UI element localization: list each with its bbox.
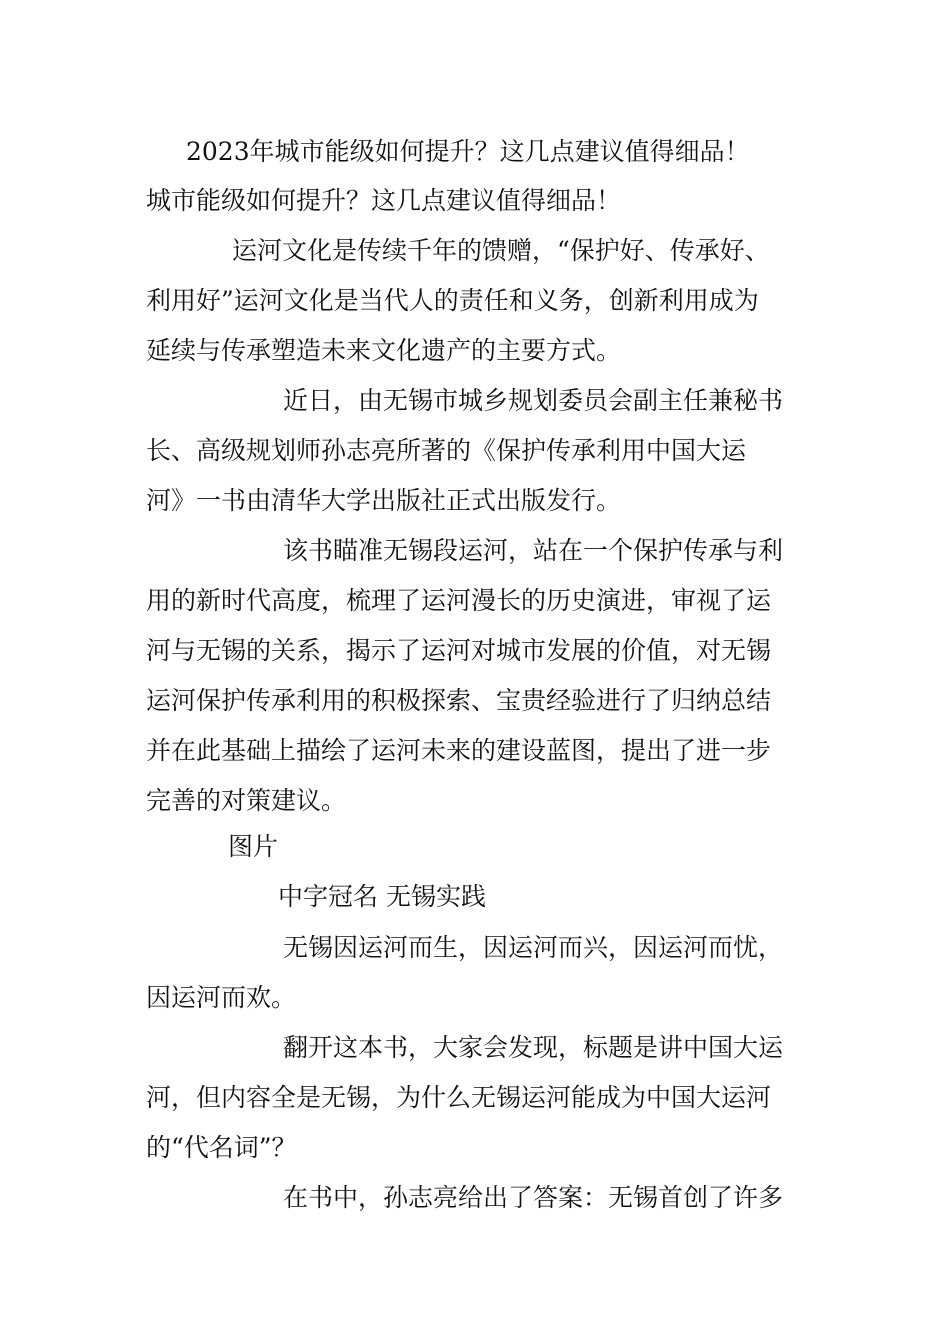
- paragraph-line: 用的新时代高度，梳理了运河漫长的历史演进，审视了运: [146, 586, 772, 615]
- paragraph-line: 河，但内容全是无锡，为什么无锡运河能成为中国大运河: [146, 1083, 772, 1112]
- paragraph-line: 运河文化是传续千年的馈赠，“保护好、传承好、: [232, 236, 770, 265]
- section-heading: 中字冠名 无锡实践: [278, 882, 486, 911]
- paragraph-line: 河与无锡的关系，揭示了运河对城市发展的价值，对无锡: [146, 636, 772, 665]
- paragraph-line: 延续与传承塑造未来文化遗产的主要方式。: [146, 336, 622, 365]
- paragraph-line: 的“代名词”？: [146, 1133, 297, 1162]
- document-title: 2023年城市能级如何提升？这几点建议值得细品！: [186, 137, 750, 166]
- paragraph-line: 翻开这本书，大家会发现，标题是讲中国大运: [283, 1033, 784, 1062]
- paragraph-line: 近日，由无锡市城乡规划委员会副主任兼秘书: [283, 386, 784, 415]
- paragraph-line: 无锡因运河而生，因运河而兴，因运河而忧，: [283, 933, 784, 962]
- paragraph-line: 利用好”运河文化是当代人的责任和义务，创新利用成为: [146, 286, 759, 315]
- paragraph-line: 长、高级规划师孙志亮所著的《保护传承利用中国大运: [146, 436, 747, 465]
- paragraph-line: 因运河而欢。: [146, 983, 297, 1012]
- paragraph-line: 河》一书由清华大学出版社正式出版发行。: [146, 486, 622, 515]
- paragraph-line: 在书中，孙志亮给出了答案：无锡首创了许多: [283, 1183, 784, 1212]
- document-subtitle: 城市能级如何提升？这几点建议值得细品！: [146, 186, 622, 215]
- paragraph-line: 运河保护传承利用的积极探索、宝贵经验进行了归纳总结: [146, 686, 772, 715]
- paragraph-line: 完善的对策建议。: [146, 786, 347, 815]
- paragraph-line: 该书瞄准无锡段运河，站在一个保护传承与利: [283, 536, 784, 565]
- image-label: 图片: [228, 832, 279, 861]
- paragraph-line: 并在此基础上描绘了运河未来的建设蓝图，提出了进一步: [146, 736, 772, 765]
